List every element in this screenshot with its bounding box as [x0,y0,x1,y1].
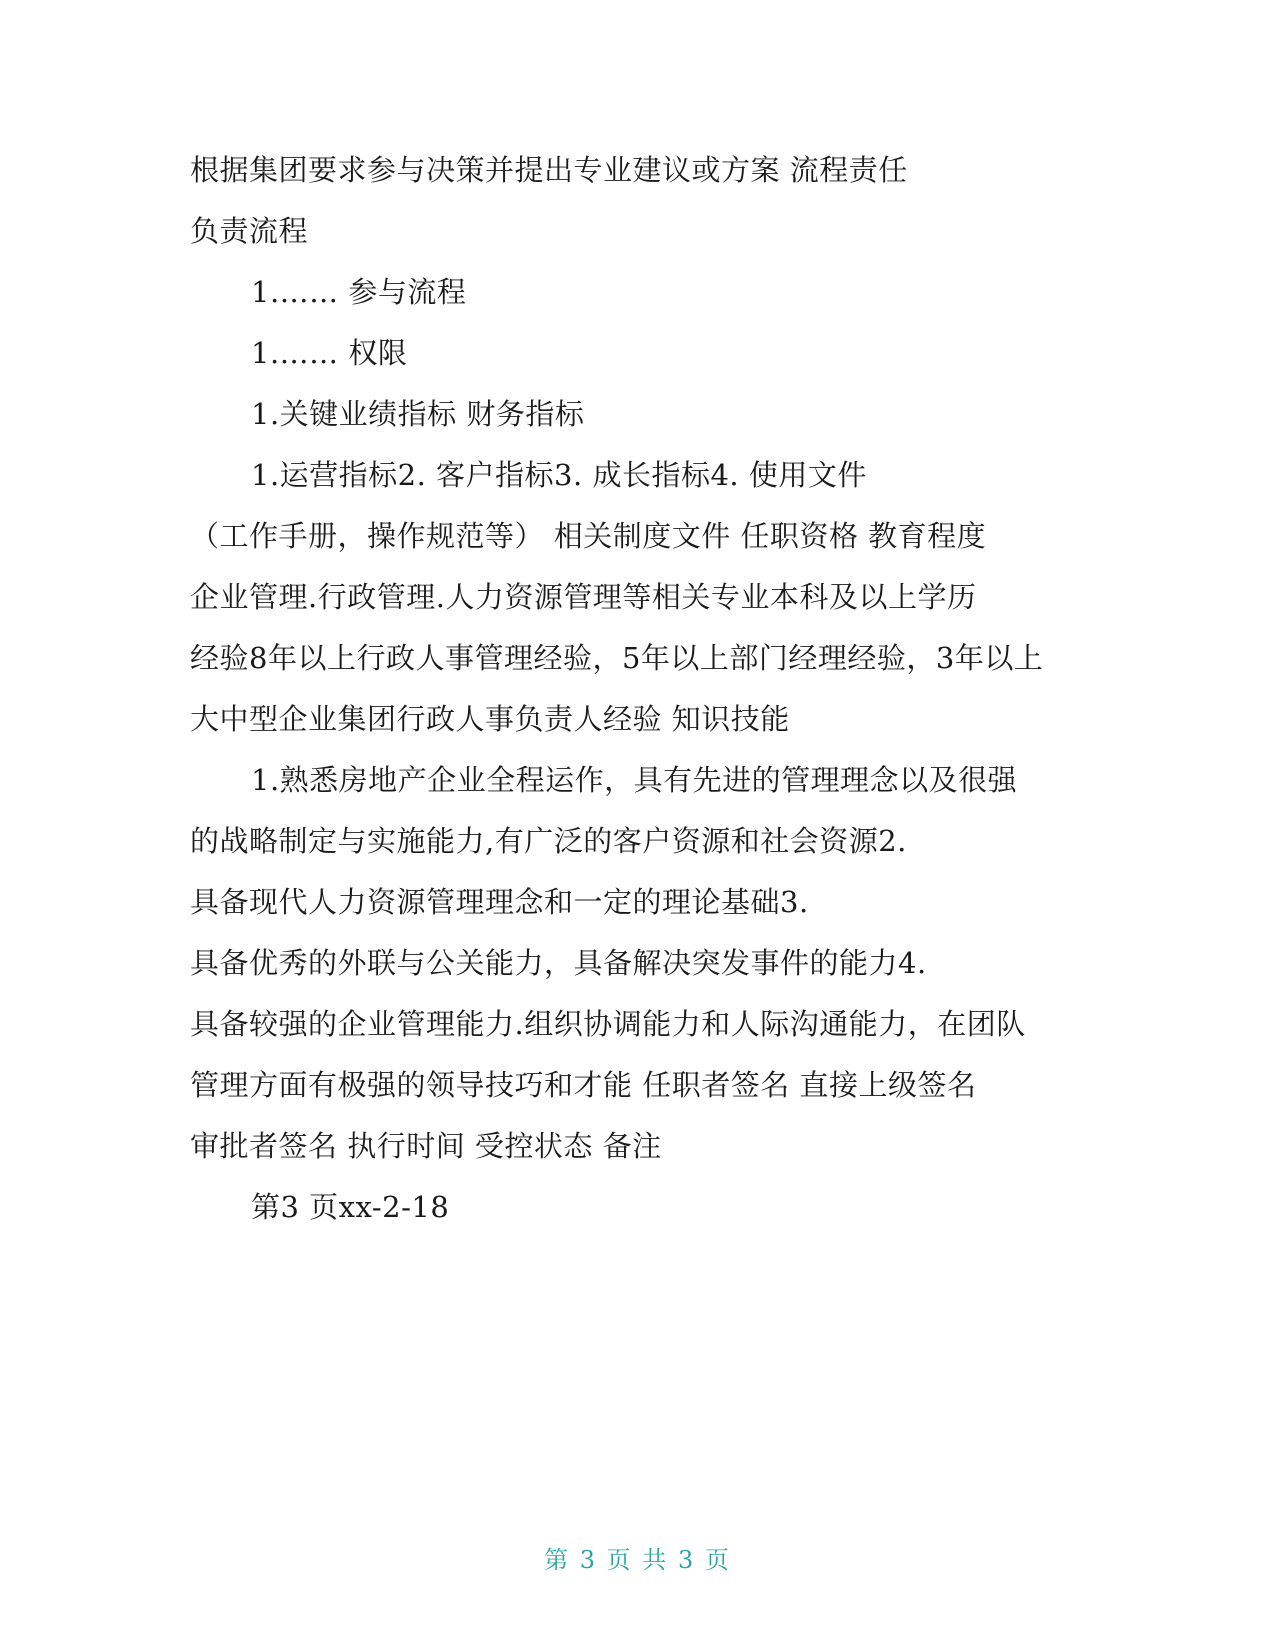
text-line: 1.运营指标2. 客户指标3. 成长指标4. 使用文件 [251,458,867,492]
document-body [190,140,1090,1238]
page-date-line: 第3 页xx-2-18 [251,1190,450,1224]
page-footer: 第 3 页 共 3 页 [544,1546,731,1574]
text-line: 负责流程 [190,214,309,248]
text-line: 审批者签名 执行时间 受控状态 备注 [190,1129,662,1163]
text-line: 经验8年以上行政人事管理经验，5年以上部门经理经验，3年以上 [190,641,1044,675]
text-line: 具备较强的企业管理能力.组织协调能力和人际沟通能力，在团队 [190,1007,1026,1041]
text-line: 大中型企业集团行政人事负责人经验 知识技能 [190,702,790,736]
text-line: 根据集团要求参与决策并提出专业建议或方案 流程责任 [190,153,908,187]
text-line: 管理方面有极强的领导技巧和才能 任职者签名 直接上级签名 [190,1068,977,1102]
text-line: 的战略制定与实施能力,有广泛的客户资源和社会资源2. [190,824,907,858]
text-line: 企业管理.行政管理.人力资源管理等相关专业本科及以上学历 [190,580,977,614]
text-line: 1.关键业绩指标 财务指标 [251,397,585,431]
text-line: （工作手册，操作规范等） 相关制度文件 任职资格 教育程度 [190,519,987,553]
text-line: 1.…… 权限 [251,336,408,370]
text-line: 1.…… 参与流程 [251,275,467,309]
text-line: 具备优秀的外联与公关能力，具备解决突发事件的能力4. [190,946,927,980]
text-line: 1.熟悉房地产企业全程运作，具有先进的管理理念以及很强 [251,763,1018,797]
text-line: 具备现代人力资源管理理念和一定的理论基础3. [190,885,809,919]
